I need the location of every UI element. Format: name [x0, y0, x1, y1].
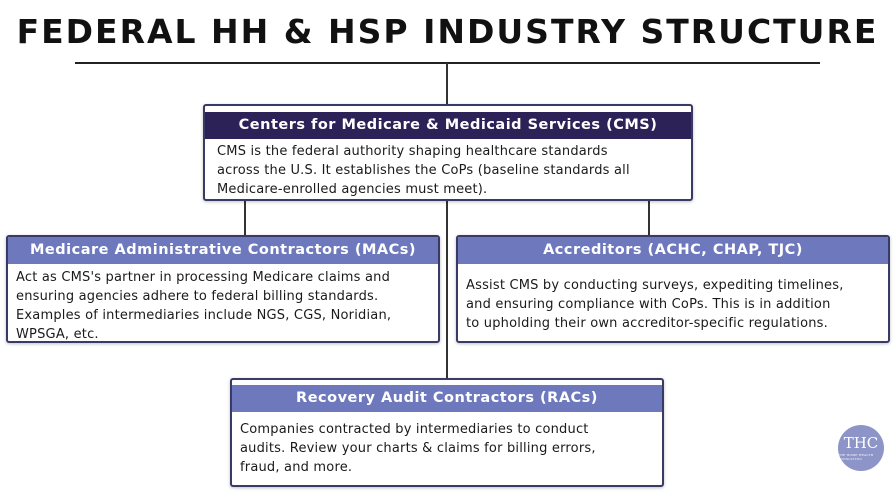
- page-title: FEDERAL HH & HSP INDUSTRY STRUCTURE: [16, 12, 879, 51]
- macs-description: [8, 264, 438, 343]
- logo-subtitle: THE HOME HEALTH CONSULTING: [838, 453, 874, 461]
- racs-line: fraud, and more.: [240, 460, 353, 475]
- cms-heading: Centers for Medicare & Medicaid Services (CMS): [205, 112, 691, 139]
- accreditors-line: and ensuring compliance with CoPs. This is in addition: [466, 297, 831, 312]
- macs-line: ensuring agencies adhere to federal billing standards.: [16, 289, 379, 304]
- connector-cms-to-macs: [244, 200, 246, 236]
- accreditors-description: [458, 264, 888, 333]
- racs-line: audits. Review your charts & claims for billing errors,: [240, 441, 596, 456]
- accreditors-line: Assist CMS by conducting surveys, expediting timelines,: [466, 278, 844, 293]
- connector-title-to-cms: [446, 63, 448, 106]
- cms-line: Medicare-enrolled agencies must meet).: [217, 182, 488, 197]
- cms-node: [203, 104, 693, 201]
- accreditors-node: [456, 235, 890, 343]
- macs-node: [6, 235, 440, 343]
- racs-node: [230, 378, 664, 487]
- racs-heading: Recovery Audit Contractors (RACs): [232, 385, 662, 412]
- cms-description: [205, 139, 691, 199]
- accreditors-heading: Accreditors (ACHC, CHAP, TJC): [458, 237, 888, 264]
- accreditors-line: to upholding their own accreditor-specific regulations.: [466, 316, 828, 331]
- racs-description: [232, 412, 662, 477]
- cms-line: CMS is the federal authority shaping healthcare standards: [217, 144, 608, 159]
- cms-line: across the U.S. It establishes the CoPs (baseline standards all: [217, 163, 630, 178]
- macs-line: Act as CMS's partner in processing Medicare claims and: [16, 270, 391, 285]
- connector-cms-to-racs: [446, 200, 448, 380]
- racs-line: Companies contracted by intermediaries to conduct: [240, 422, 589, 437]
- connector-cms-to-accreditors: [648, 200, 650, 236]
- thc-logo-icon: [838, 425, 884, 471]
- logo-mark: THC: [843, 434, 879, 452]
- macs-line: WPSGA, etc.: [16, 327, 99, 342]
- macs-line: Examples of intermediaries include NGS, CGS, Noridian,: [16, 308, 392, 323]
- macs-heading: Medicare Administrative Contractors (MACs): [8, 237, 438, 264]
